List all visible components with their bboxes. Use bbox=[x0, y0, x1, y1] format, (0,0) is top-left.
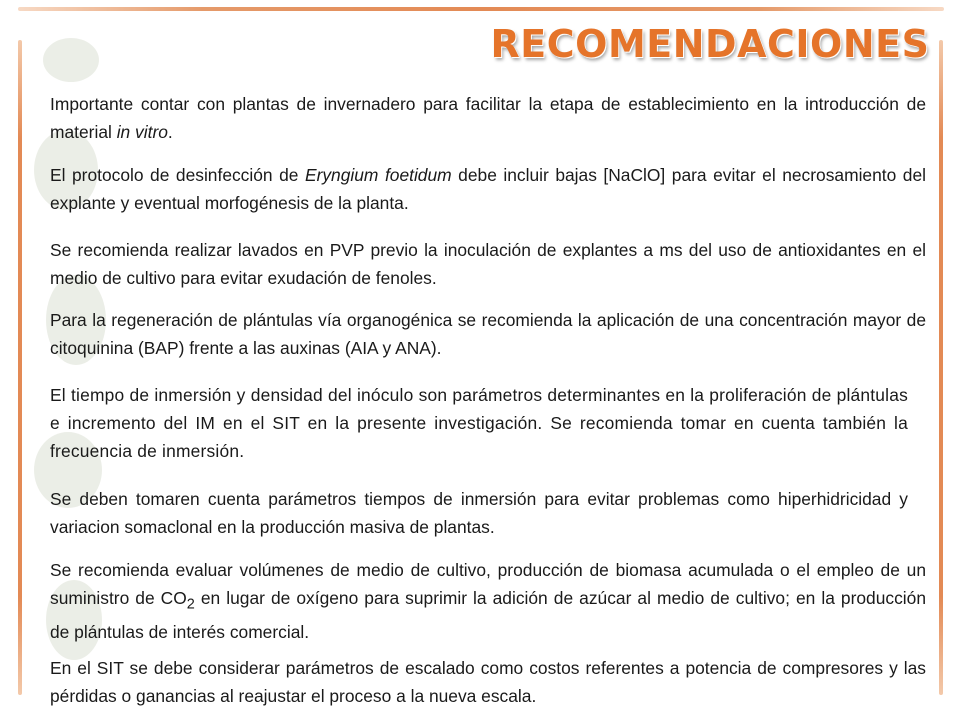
right-decorative-rule bbox=[939, 40, 943, 695]
recommendation-paragraph: Se recomienda realizar lavados en PVP previo la inoculación de explantes a ms del uso de antioxidantes en el medio de cultivo para evitar exudación de fenoles. bbox=[50, 240, 926, 288]
recommendation-paragraph: Para la regeneración de plántulas vía organogénica se recomienda la aplicación de una concentración mayor de citoquinina (BAP) frente a las auxinas (AIA y ANA). bbox=[50, 310, 926, 358]
recommendation-paragraph: El tiempo de inmersión y densidad del inóculo son parámetros determinantes en la proliferación de plántulas e incremento del IM en el SIT en la presente investigación. Se recomienda tomar en cuenta también la frecuencia de inmersión. bbox=[50, 385, 908, 461]
recommendation-paragraph: El protocolo de desinfección de Eryngium foetidum debe incluir bajas [NaClO] para evitar el necrosamiento del explante y eventual morfogénesis de la planta. bbox=[50, 165, 927, 213]
left-decorative-rule bbox=[18, 40, 22, 695]
recommendation-paragraph: En el SIT se debe considerar parámetros de escalado como costos referentes a potencia de compresores y las pérdidas o ganancias al reajustar el proceso a la nueva escala. bbox=[50, 658, 926, 706]
recommendation-paragraph: Importante contar con plantas de invernadero para facilitar la etapa de establecimiento en la introducción de material in vitro. bbox=[50, 94, 926, 142]
page-title: RECOMENDACIONES bbox=[490, 22, 930, 66]
recommendation-paragraph: Se recomienda evaluar volúmenes de medio de cultivo, producción de biomasa acumulada o el empleo de un suministro de $CO_2$ en lugar de oxígeno para suprimir la adición de azúcar al medio de cultivo; en la producción de plántulas de interés comercial. bbox=[50, 560, 926, 643]
recommendation-paragraph: Se deben tomaren cuenta parámetros tiempos de inmersión para evitar problemas como hiperhidricidad y variacion somaclonal en la producción masiva de plantas. bbox=[50, 489, 908, 537]
top-decorative-rule bbox=[18, 7, 944, 11]
